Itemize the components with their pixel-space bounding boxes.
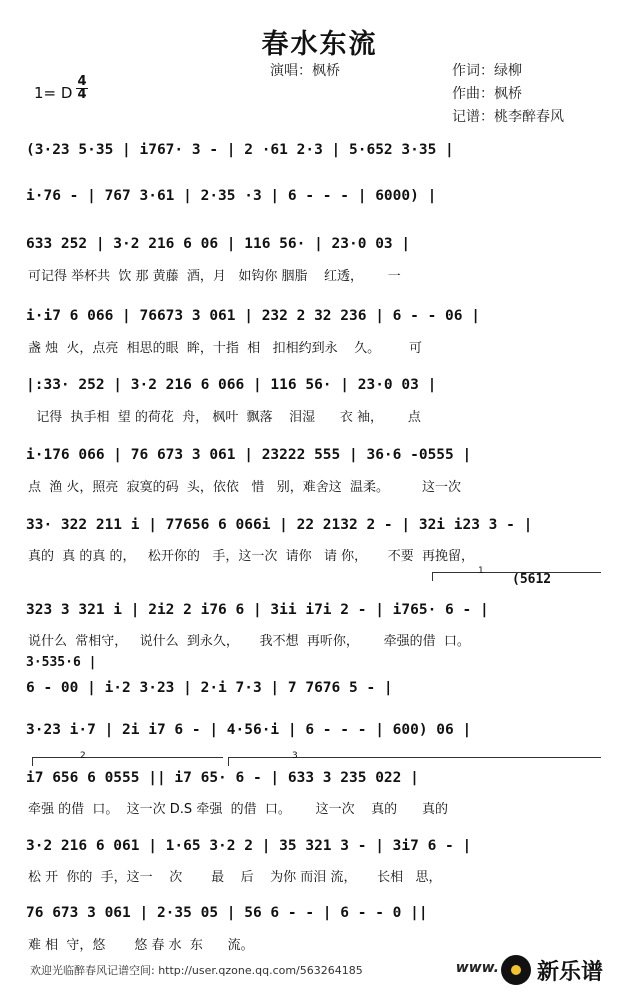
score-line: 6 - 00 | i·2 3·23 | 2·i 7·3 | 7 7676 5 - | [26,680,393,696]
key-signature: 1= D [34,84,73,102]
lyric-line: 可记得 举杯共 饮 那 黄藤 酒，月 如钩你 胭脂 红透， 一 [28,269,401,284]
score-line: 3·535·6 | [26,655,97,670]
volta-bracket [228,757,601,766]
lyric-line: 牵强 的借 口。 这一次 D.S 牵强 的借 口。 这一次 真的 真的 [28,802,448,817]
time-numerator: 4 [77,74,87,89]
time-signature [76,76,88,101]
score-line: 633 252 | 3·2 216 6 06 | 116 56· | 23·0 03 | [26,236,411,252]
score-line: 76 673 3 061 | 2·35 05 | 56 6 - - | 6 - - 0 || [26,905,428,921]
lyric-line: 说什么 常相守， 说什么 到永久， 我不想 再听你， 牵强的借 口。 [28,634,470,649]
volta-number: 3 [292,751,298,761]
lyric-line: 盏 烛 火，点亮 相思的眼 眸，十指 相 扣相约到永 久。 可 [28,341,423,356]
logo-text: 新乐谱 [537,959,604,985]
score-line: (3·23 5·35 | i767· 3 - | 2 ·61 2·3 | 5·652 3·35 | [26,142,454,158]
volta-bracket [32,757,223,766]
singer-credit: 演唱：枫桥 [270,63,340,79]
score-line: 33· 322 211 i | 77656 6 066i | 22 2132 2 - | 32i i23 3 - | [26,517,533,533]
volta-number: 1 [478,566,484,576]
footer-text: 欢迎光临醉春风记谱空间: http://user.qzone.qq.com/563264185 [30,964,363,977]
score-line: |:33· 252 | 3·2 216 6 066 | 116 56· | 23·0 03 | [26,377,437,393]
song-title: 春水东流 [261,29,378,60]
watermark-www: www. [455,960,499,976]
score-line: i·76 - | 767 3·61 | 2·35 ·3 | 6 - - - | 6000) | [26,188,437,204]
volta-number: 2 [80,751,86,761]
score-line: i7 656 6 0555 || i7 65· 6 - | 633 3 235 022 | [26,770,419,786]
site-logo [501,952,631,988]
lyric-line: 点 渔 火，照亮 寂寞的码 头，依依 惜 别，难舍这 温柔。 这一次 [28,480,462,495]
composer-credit: 作曲：枫桥 [452,86,522,102]
lyricist-credit: 作词：绿柳 [452,63,522,79]
lyric-line: 真的 真 的真 的， 松开你的 手，这一次 请你 请 你， 不要 再挽留， [28,549,475,564]
record-icon [501,955,531,985]
lyric-line: 难 相 守，悠 悠 春 水 东 流。 [28,938,254,953]
score-line: i·i7 6 066 | 76673 3 061 | 232 2 32 236 | 6 - - 06 | [26,308,480,324]
score-line: 323 3 321 i | 2i2 2 i76 6 | 3ii i7i 2 - | i765· 6 - | [26,602,489,618]
lyric-line: 松 开 你的 手，这一 次 最 后 为你 而泪 流， 长相 思， [28,870,442,885]
pickup-note: (5612 [512,572,552,587]
score-line: i·176 066 | 76 673 3 061 | 23222 555 | 36·6 -0555 | [26,447,472,463]
score-line: 3·23 i·7 | 2i i7 6 - | 4·56·i | 6 - - - | 600) 06 | [26,722,472,738]
transcriber-credit: 记谱：桃李醉春风 [452,109,564,125]
lyric-line: 记得 执手相 望 的荷花 舟， 枫叶 飘落 泪湿 衣 袖， 点 [28,410,421,425]
time-denominator: 4 [77,87,87,102]
score-line: 3·2 216 6 061 | 1·65 3·2 2 | 35 321 3 - | 3i7 6 - | [26,838,472,854]
